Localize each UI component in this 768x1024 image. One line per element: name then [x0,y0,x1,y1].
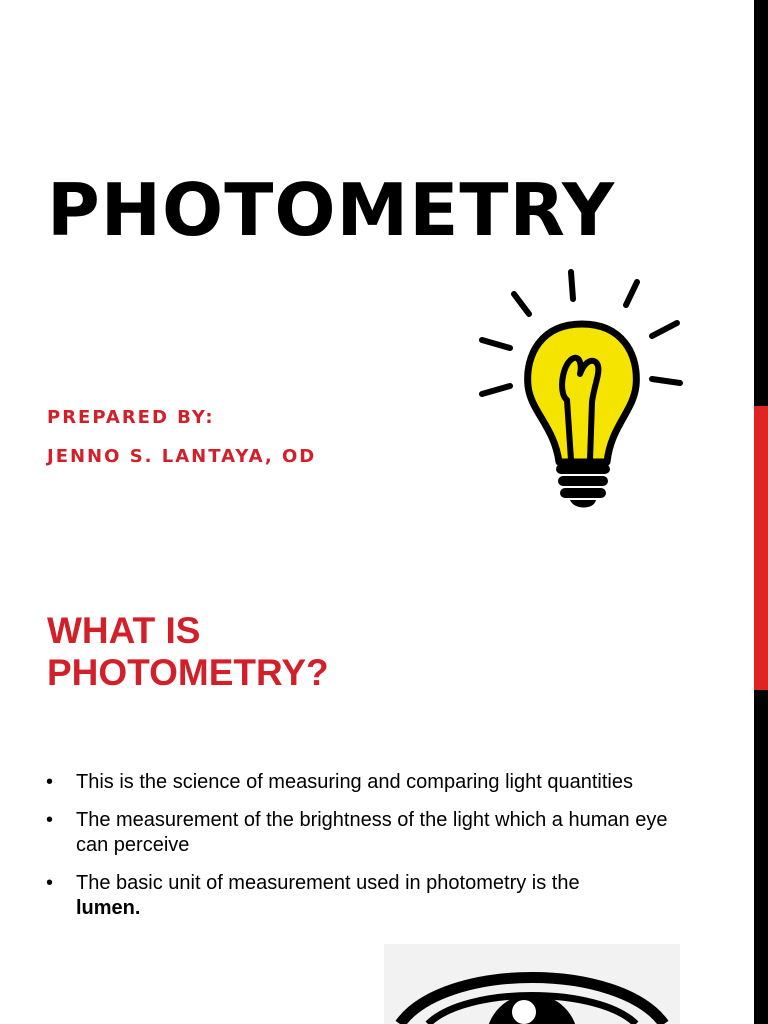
bullet-dot: • [46,872,54,894]
side-bar-accent [754,406,768,690]
eye-icon [384,944,680,1024]
prepared-by-label: PREPARED BY: [47,407,215,428]
eye-image [384,944,680,1024]
slide-title: PHOTOMETRY [47,168,616,252]
list-item [46,770,686,795]
bullet-dot: • [46,771,54,793]
list-item [46,871,686,921]
bullet-list [46,770,686,934]
bullet-bold-term: lumen. [76,897,141,919]
bullet-text: The basic unit of measurement used in photometry is the [76,872,580,894]
bullet-text: This is the science of measuring and comparing light quantities [76,771,633,793]
lightbulb-icon [470,262,690,517]
bullet-text: The measurement of the brightness of the light which a human eye can perceive [76,809,668,856]
author-name: JENNO S. LANTAYA, OD [47,446,317,467]
section-heading [47,610,329,694]
bullet-dot: • [46,809,54,831]
section-heading-line1: WHAT IS [47,610,201,651]
section-heading-line2: PHOTOMETRY? [47,652,329,693]
list-item [46,808,686,858]
